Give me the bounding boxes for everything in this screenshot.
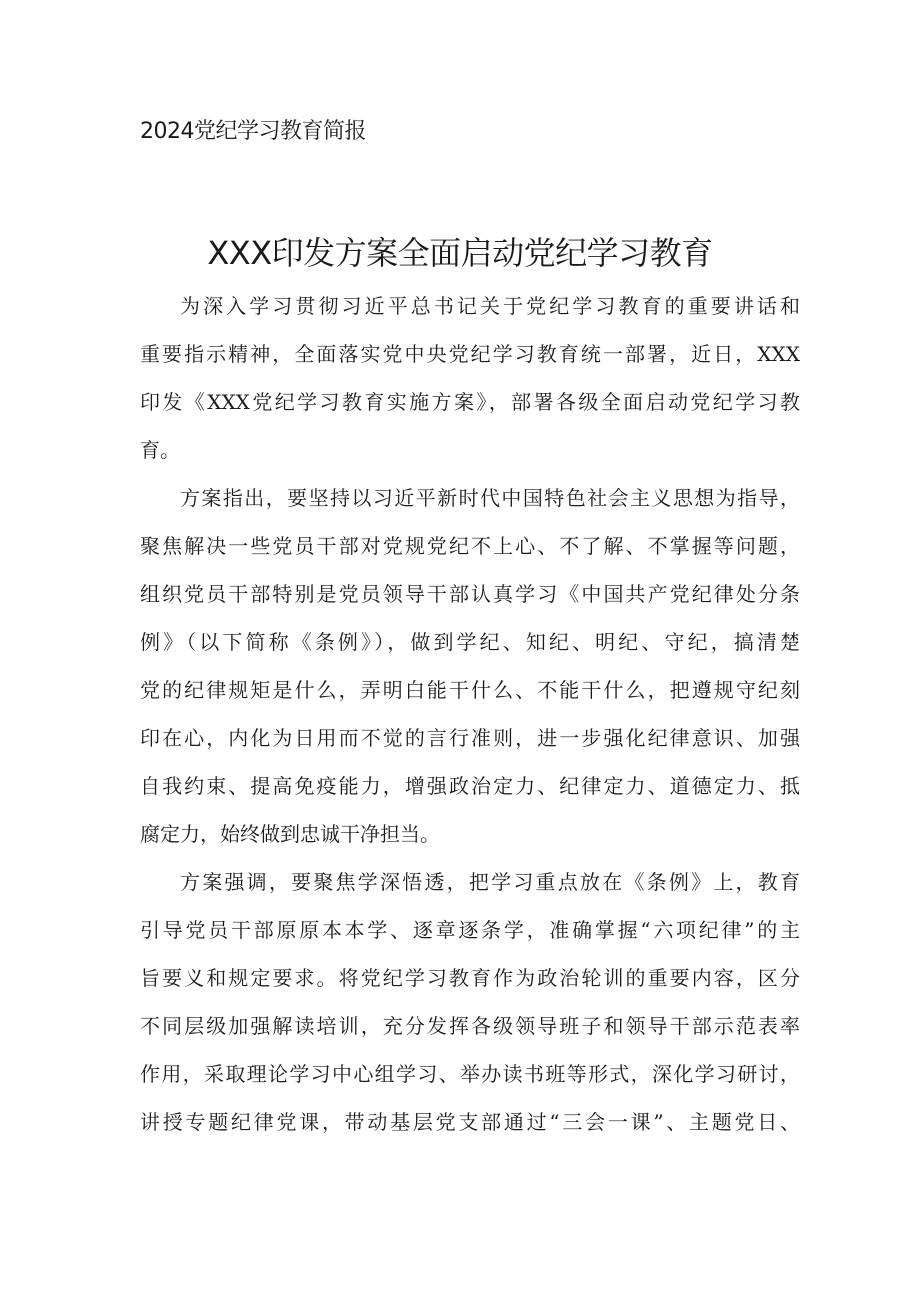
document-body bbox=[140, 282, 800, 1146]
paragraph-line: 组织党员干部特别是党员领导干部认真学习《中国共产党纪律处分条 bbox=[140, 582, 800, 606]
paragraph-1 bbox=[140, 282, 800, 474]
paragraph-line: 育。 bbox=[140, 438, 180, 462]
paragraph-line: 引导党员干部原原本本学、逐章逐条学，准确掌握“六项纪律”的主 bbox=[140, 918, 800, 942]
paragraph-line: 例》（以下简称《条例》），做到学纪、知纪、明纪、守纪，搞清楚 bbox=[140, 630, 800, 654]
paragraph-line: 党的纪律规矩是什么，弄明白能干什么、不能干什么，把遵规守纪刻 bbox=[140, 678, 800, 702]
paragraph-line: 印发《XXX党纪学习教育实施方案》，部署各级全面启动党纪学习教 bbox=[140, 390, 800, 414]
paragraph-line: 自我约束、提高免疫能力，增强政治定力、纪律定力、道德定力、抵 bbox=[140, 774, 800, 798]
paragraph-3 bbox=[140, 858, 800, 1146]
paragraph-line: 作用，采取理论学习中心组学习、举办读书班等形式，深化学习研讨， bbox=[140, 1062, 800, 1086]
paragraph-line: 讲授专题纪律党课，带动基层党支部通过“三会一课”、主题党日、 bbox=[140, 1110, 800, 1134]
document-title: XXX印发方案全面启动党纪学习教育 bbox=[207, 234, 713, 272]
paragraph-line: 腐定力，始终做到忠诚干净担当。 bbox=[140, 822, 440, 846]
paragraph-line: 聚焦解决一些党员干部对党规党纪不上心、不了解、不掌握等问题， bbox=[140, 534, 800, 558]
paragraph-line: 方案指出，要坚持以习近平新时代中国特色社会主义思想为指导， bbox=[180, 486, 800, 510]
paragraph-line: 重要指示精神，全面落实党中央党纪学习教育统一部署，近日，XXX bbox=[140, 342, 800, 366]
document-header: 2024党纪学习教育简报 bbox=[140, 119, 366, 144]
paragraph-line: 为深入学习贯彻习近平总书记关于党纪学习教育的重要讲话和 bbox=[180, 294, 800, 318]
paragraph-line: 不同层级加强解读培训，充分发挥各级领导班子和领导干部示范表率 bbox=[140, 1014, 800, 1038]
paragraph-2 bbox=[140, 474, 800, 858]
paragraph-line: 印在心，内化为日用而不觉的言行准则，进一步强化纪律意识、加强 bbox=[140, 726, 800, 750]
paragraph-line: 旨要义和规定要求。将党纪学习教育作为政治轮训的重要内容，区分 bbox=[140, 966, 800, 990]
paragraph-line: 方案强调，要聚焦学深悟透，把学习重点放在《条例》上，教育 bbox=[180, 870, 800, 894]
